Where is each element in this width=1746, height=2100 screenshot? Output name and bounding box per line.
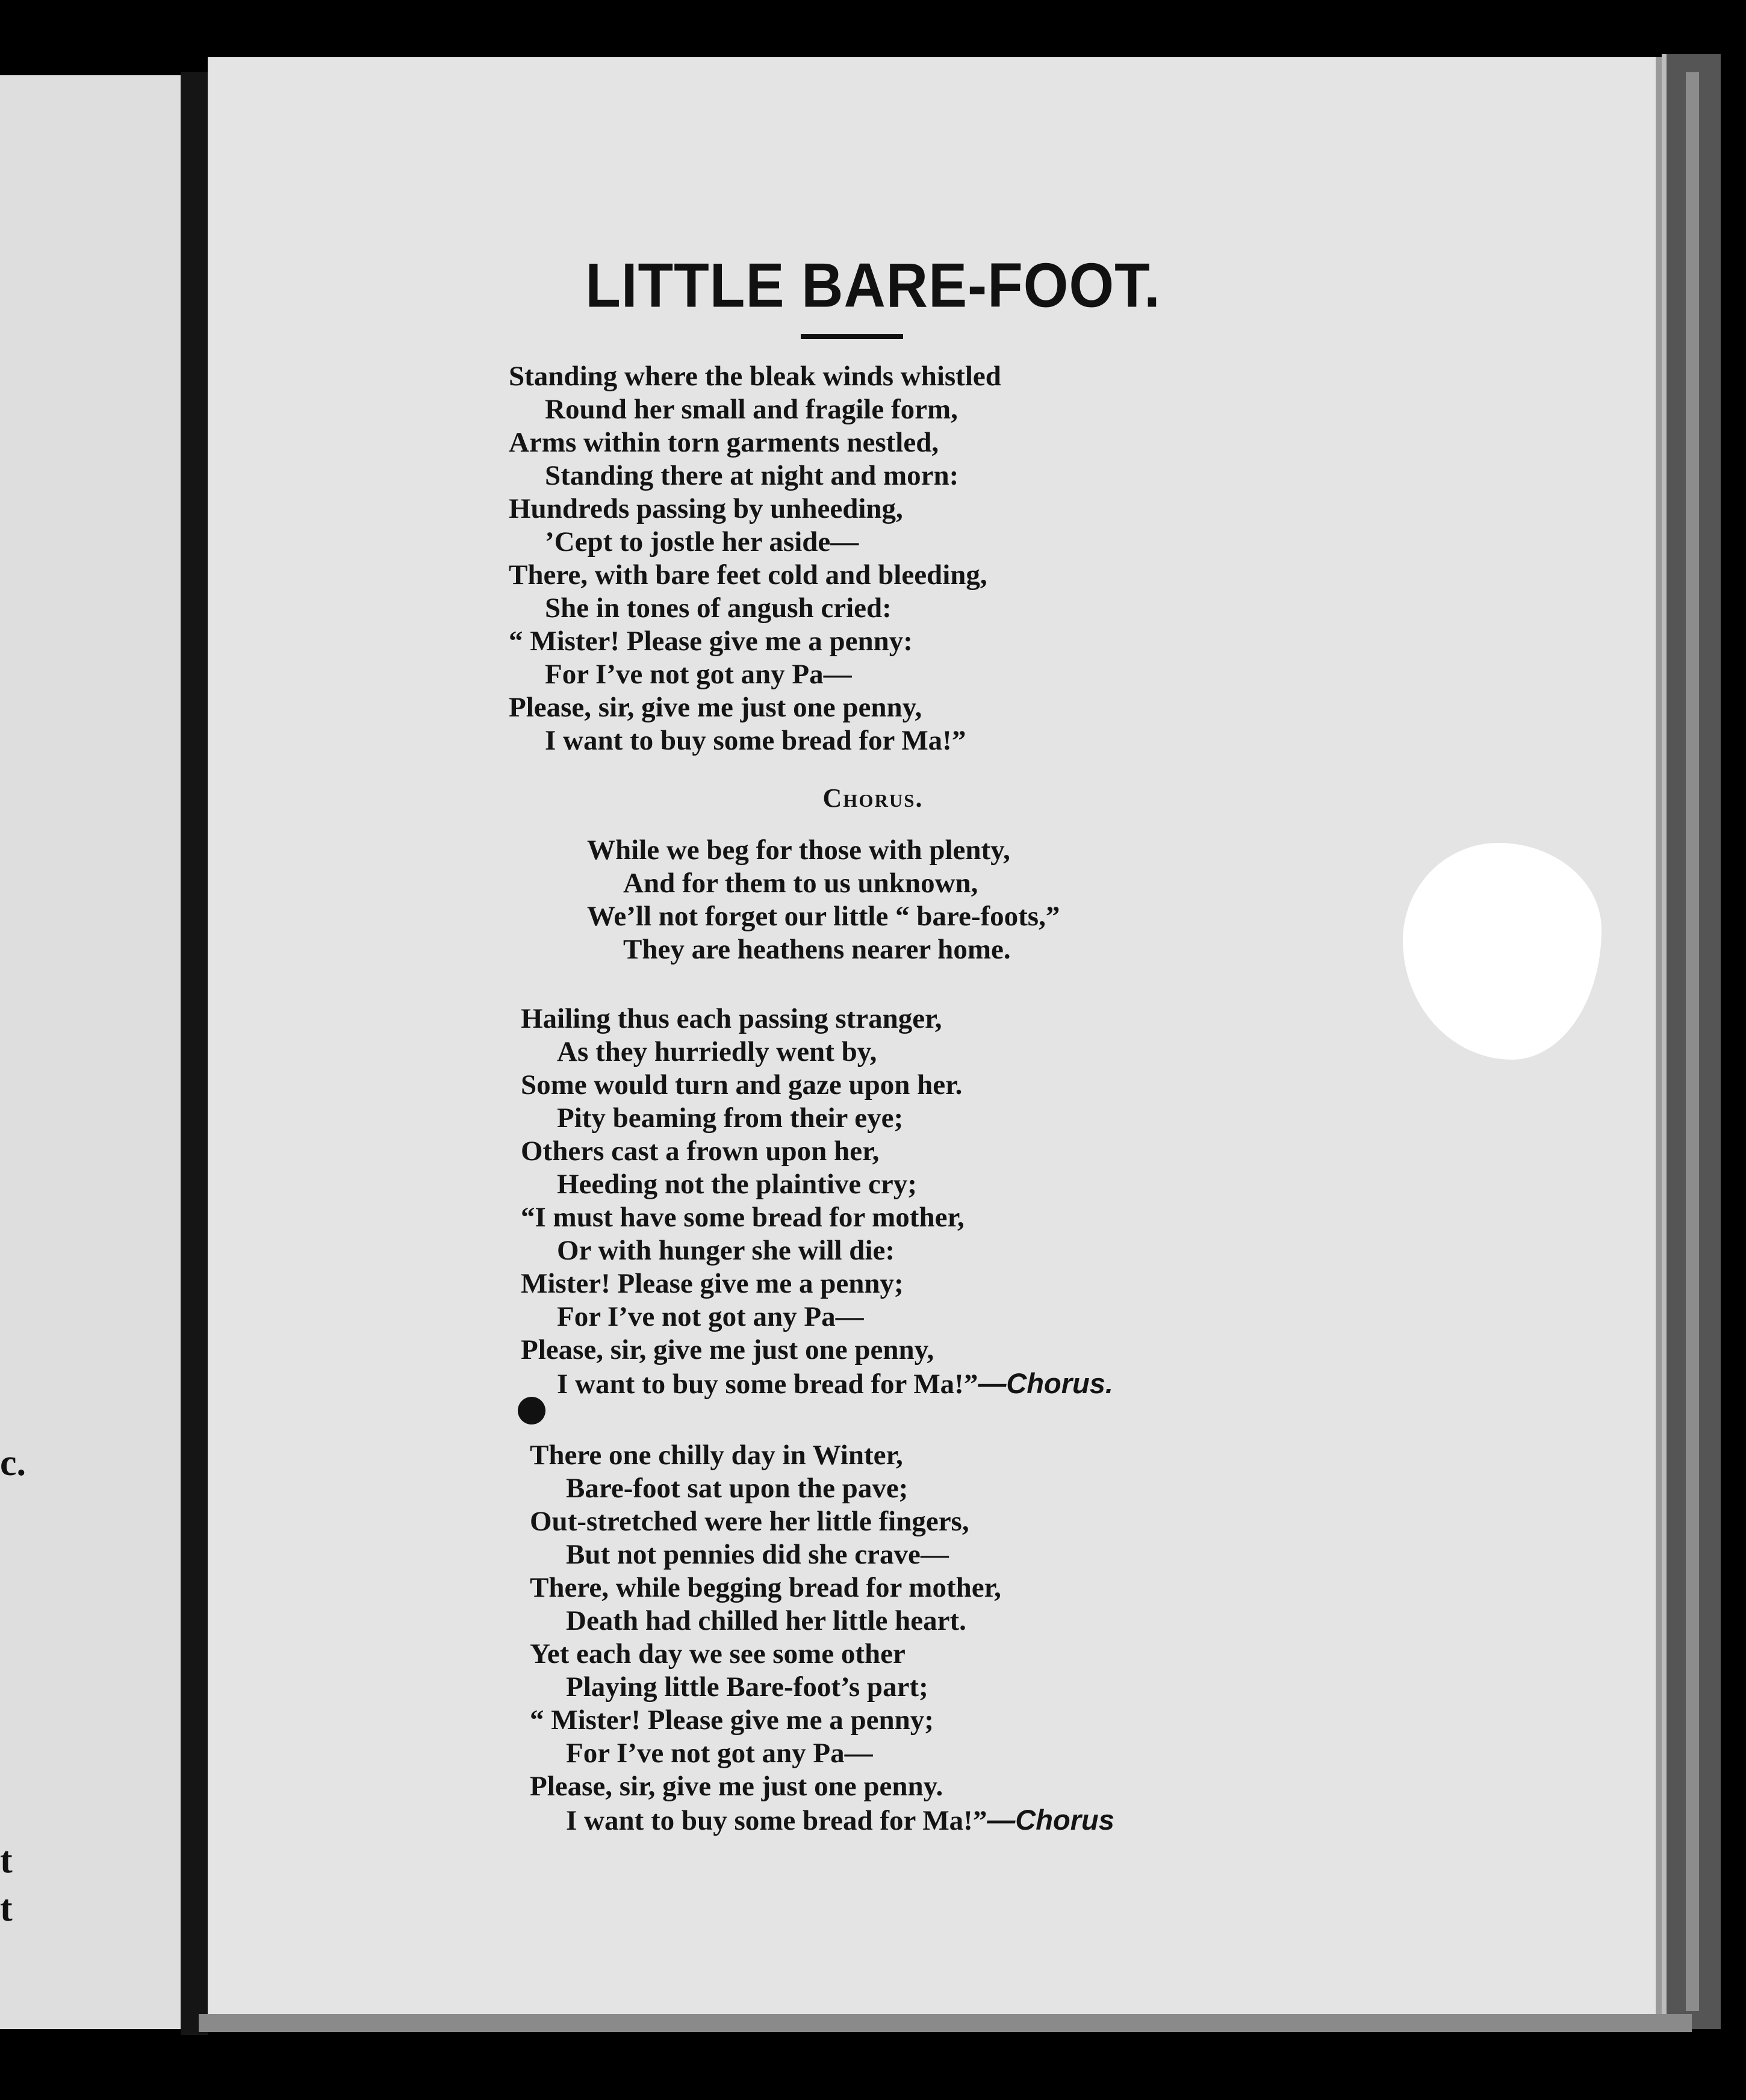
- verse-line: Mister! Please give me a penny;: [521, 1268, 904, 1299]
- verse-line: Pity beaming from their eye;: [557, 1102, 904, 1134]
- verse-line-with-cue: [521, 1367, 1113, 1401]
- title-rule: [801, 334, 903, 339]
- left-page-fragment: c.: [0, 1443, 26, 1483]
- verse-line: Others cast a frown upon her,: [521, 1135, 880, 1167]
- verse-line: There one chilly day in Winter,: [530, 1440, 903, 1471]
- verse-line: She in tones of angush cried:: [545, 592, 892, 624]
- poem-title: LITTLE BARE-FOOT.: [585, 250, 1161, 321]
- chorus-heading: Chorus.: [822, 783, 924, 813]
- left-page-fragment: t: [0, 1840, 13, 1881]
- chorus: [587, 834, 1060, 966]
- stanza-3: [530, 1439, 1114, 1838]
- verse-text: I want to buy some bread for Ma!”: [566, 1805, 987, 1836]
- previous-page: [0, 75, 181, 2029]
- verse-line: “ Mister! Please give me a penny;: [530, 1704, 934, 1736]
- verse-line: Heeding not the plaintive cry;: [557, 1169, 917, 1200]
- verse-line: ’Cept to jostle her aside—: [545, 526, 859, 558]
- verse-line: Please, sir, give me just one penny,: [509, 692, 922, 723]
- left-page-fragment: t: [0, 1888, 13, 1929]
- verse-line: I want to buy some bread for Ma!”: [545, 725, 966, 756]
- verse-line-with-cue: [530, 1803, 1114, 1838]
- chorus-cue: —Chorus.: [978, 1367, 1113, 1399]
- verse-line: For I’ve not got any Pa—: [545, 659, 852, 690]
- book-spine: [181, 72, 208, 2035]
- verse-line: Out-stretched were her little fingers,: [530, 1506, 969, 1537]
- verse-line: For I’ve not got any Pa—: [566, 1738, 873, 1769]
- verse-line: Death had chilled her little heart.: [566, 1605, 966, 1636]
- verse-line: Some would turn and gaze upon her.: [521, 1069, 963, 1101]
- verse-line: “I must have some bread for mother,: [521, 1202, 965, 1233]
- verse-line: We’ll not forget our little “ bare-foots,”: [587, 901, 1060, 932]
- verse-line: Arms within torn garments nestled,: [509, 427, 939, 458]
- verse-line: Standing there at night and morn:: [545, 460, 959, 491]
- verse-line: But not pennies did she crave—: [566, 1539, 949, 1570]
- stanza-1: [509, 360, 1001, 757]
- verse-line: Please, sir, give me just one penny,: [521, 1334, 934, 1365]
- chorus-cue: —Chorus: [987, 1804, 1114, 1836]
- verse-line: For I’ve not got any Pa—: [557, 1301, 864, 1332]
- verse-line: They are heathens nearer home.: [623, 934, 1011, 965]
- verse-line: While we beg for those with plenty,: [587, 834, 1010, 866]
- page-edge-inner: [1686, 72, 1699, 2011]
- stanza-2: [521, 1002, 1113, 1401]
- verse-line: Yet each day we see some other: [530, 1638, 906, 1670]
- verse-line: “ Mister! Please give me a penny:: [509, 626, 913, 657]
- verse-text: I want to buy some bread for Ma!”: [557, 1368, 978, 1400]
- verse-line: Round her small and fragile form,: [545, 394, 958, 425]
- verse-line: And for them to us unknown,: [623, 868, 978, 899]
- verse-line: There, with bare feet cold and bleeding,: [509, 559, 987, 591]
- verse-line: There, while begging bread for mother,: [530, 1572, 1001, 1603]
- verse-line: Or with hunger she will die:: [557, 1235, 895, 1266]
- verse-line: Standing where the bleak winds whistled: [509, 361, 1001, 392]
- verse-line: Playing little Bare-foot’s part;: [566, 1671, 928, 1703]
- verse-line: Hailing thus each passing stranger,: [521, 1003, 942, 1034]
- verse-line: Please, sir, give me just one penny.: [530, 1771, 943, 1802]
- bottom-edge: [199, 2014, 1692, 2032]
- verse-line: As they hurriedly went by,: [557, 1036, 877, 1067]
- verse-line: Bare-foot sat upon the pave;: [566, 1473, 909, 1504]
- verse-line: Hundreds passing by unheeding,: [509, 493, 903, 524]
